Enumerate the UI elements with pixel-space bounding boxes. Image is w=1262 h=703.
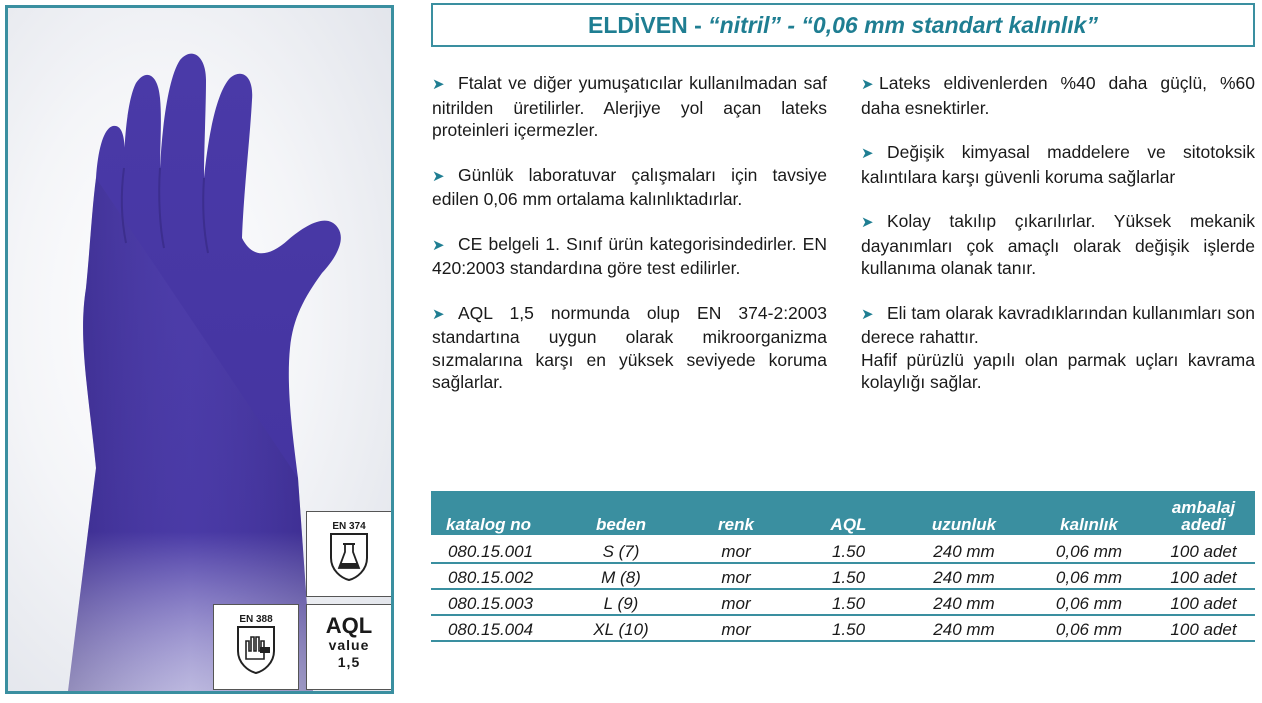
title-italic: “nitril” - “0,06 mm standart kalınlık” (708, 11, 1098, 38)
aql-badge (306, 604, 392, 690)
cell-length: 240 mm (933, 620, 995, 639)
chevron-right-icon: ➤ (432, 167, 445, 185)
chemical-flask-icon (327, 532, 371, 582)
cell-color: mor (721, 620, 751, 639)
glove-shape (68, 54, 341, 691)
en388-badge (213, 604, 299, 690)
feature-item (432, 164, 827, 211)
feature-item (861, 302, 1255, 349)
feature-text: Lateks eldivenlerden %40 daha güçlü, %60 daha esnektirler. (861, 73, 1255, 118)
cell-catalog-no: 080.15.002 (447, 568, 534, 587)
cell-aql: 1.50 (831, 594, 866, 613)
header-size: beden (595, 515, 647, 534)
feature-item (432, 233, 827, 280)
mechanical-hazard-icon (234, 625, 278, 675)
feature-text: AQL 1,5 normunda olup EN 374-2:2003 standartına uygun olarak mikroorganizma sızmalarına karşı en yüksek seviyede koruma sağlarlar. (432, 302, 827, 392)
header-color: renk (718, 515, 754, 534)
cell-size: M (8) (601, 568, 641, 587)
header-package-qty: ambalaj adedi (1171, 498, 1236, 534)
feature-item (861, 349, 1255, 394)
aql-value-label: value (328, 637, 370, 653)
feature-text: Hafif pürüzlü yapılı olan parmak uçları kavrama kolaylığı sağlar. (861, 349, 1255, 392)
cell-catalog-no: 080.15.003 (447, 594, 534, 613)
feature-item (432, 302, 827, 394)
cell-size: XL (10) (593, 620, 649, 639)
product-table-header (431, 491, 1255, 535)
cell-thickness: 0,06 mm (1055, 620, 1123, 639)
chevron-right-icon: ➤ (861, 76, 874, 93)
cell-size: S (7) (602, 542, 640, 561)
feature-text: Değişik kimyasal maddelere ve sitotoksik kalıntılara karşı güvenli koruma sağlarlar (861, 142, 1255, 187)
chevron-right-icon: ➤ (861, 214, 874, 231)
feature-item (861, 72, 1255, 119)
feature-text: Ftalat ve diğer yumuşatıcılar kullanılmadan saf nitrilden üretilirler. Alerjiye yol açan lateks proteinleri içermezler. (432, 73, 827, 140)
table-row (431, 616, 1255, 642)
feature-item (861, 141, 1255, 188)
table-row (431, 590, 1255, 616)
title-main: ELDİVEN - (588, 11, 702, 38)
table-row (431, 538, 1255, 564)
cell-package-qty: 100 adet (1170, 594, 1237, 613)
features-left-column (432, 72, 827, 416)
header-thickness: kalınlık (1060, 515, 1118, 534)
table-row (431, 564, 1255, 590)
cell-package-qty: 100 adet (1170, 620, 1237, 639)
header-catalog-no: katalog no (445, 515, 531, 534)
header-aql: AQL (830, 515, 867, 534)
features-right-column (861, 72, 1255, 416)
cell-aql: 1.50 (831, 620, 866, 639)
feature-text: Eli tam olarak kavradıklarından kullanımları son derece rahattır. (861, 302, 1255, 347)
feature-item (432, 72, 827, 142)
cell-thickness: 0,06 mm (1055, 568, 1123, 587)
en374-badge (306, 511, 392, 597)
cell-length: 240 mm (933, 568, 995, 587)
product-image-panel (5, 5, 394, 694)
page-title (431, 3, 1255, 47)
chevron-right-icon: ➤ (861, 305, 874, 323)
aql-value: 1,5 (337, 654, 361, 670)
cell-color: mor (721, 594, 751, 613)
cell-aql: 1.50 (831, 568, 866, 587)
cell-color: mor (721, 568, 751, 587)
cell-aql: 1.50 (831, 542, 866, 561)
feature-text: Kolay takılıp çıkarılırlar. Yüksek mekanik dayanımları çok amaçlı olarak değişik işlerde kullanıma olanak tanır. (861, 211, 1255, 278)
chevron-right-icon: ➤ (432, 236, 445, 254)
en388-label: EN 388 (239, 614, 273, 625)
cell-color: mor (721, 542, 751, 561)
cell-size: L (9) (603, 594, 639, 613)
cell-catalog-no: 080.15.004 (447, 620, 534, 639)
cell-package-qty: 100 adet (1170, 542, 1237, 561)
chevron-right-icon: ➤ (432, 76, 445, 93)
feature-text: CE belgeli 1. Sınıf ürün kategorisindedirler. EN 420:2003 standardına göre test edilirler. (432, 233, 827, 278)
cell-package-qty: 100 adet (1170, 568, 1237, 587)
cell-thickness: 0,06 mm (1055, 594, 1123, 613)
cell-thickness: 0,06 mm (1055, 542, 1123, 561)
feature-item (861, 210, 1255, 280)
chevron-right-icon: ➤ (432, 305, 445, 323)
chevron-right-icon: ➤ (861, 145, 874, 162)
en374-label: EN 374 (332, 521, 366, 532)
aql-title: AQL (325, 613, 373, 638)
cell-length: 240 mm (933, 542, 995, 561)
cell-catalog-no: 080.15.001 (447, 542, 534, 561)
feature-text: Günlük laboratuvar çalışmaları için tavsiye edilen 0,06 mm ortalama kalınlıktadırlar. (432, 164, 827, 209)
cell-length: 240 mm (933, 594, 995, 613)
header-length: uzunluk (931, 515, 997, 534)
